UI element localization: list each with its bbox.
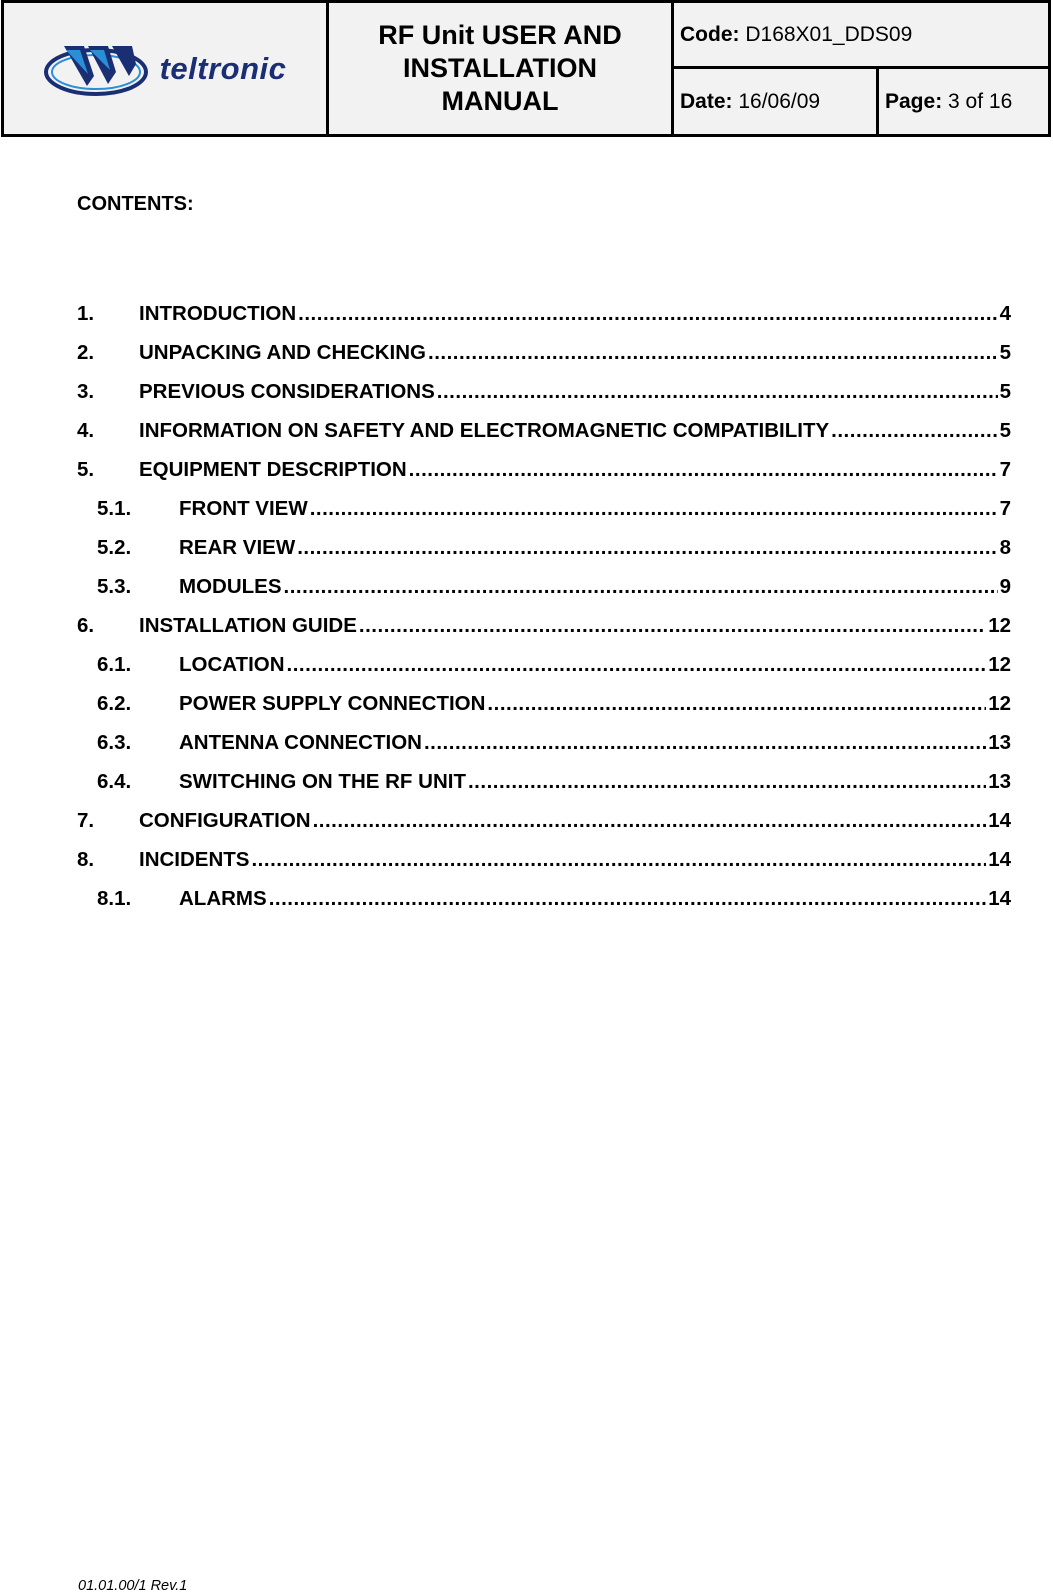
toc-leader-dots [297,536,997,560]
date-value: 16/06/09 [738,89,821,113]
toc-entry-title: LOCATION [179,653,285,676]
toc-entry[interactable] [77,536,1011,575]
toc-entry[interactable] [77,380,1011,419]
toc-entry[interactable] [77,848,1011,887]
toc-entry-page: 8 [999,536,1011,559]
code-value: D168X01_DDS09 [745,22,913,46]
logo-wordmark: teltronic [159,50,287,86]
toc-leader-dots [359,614,986,638]
date-label: Date: [680,89,733,113]
toc-leader-dots [487,692,986,716]
toc-entry[interactable] [77,887,1011,926]
toc-entry-number: 6.2. [97,692,132,715]
toc-entry-number: 4. [77,419,95,442]
toc-entry-number: 6.3. [97,731,132,754]
toc-entry-page: 14 [988,809,1011,832]
toc-entry-number: 5. [77,458,95,481]
toc-entry-page: 12 [988,614,1011,637]
toc-entry-title: ALARMS [179,887,267,910]
code-label: Code: [680,22,740,46]
toc-leader-dots [313,809,987,833]
toc-entry-page: 4 [999,302,1011,325]
document-title [328,2,673,136]
toc-entry-page: 5 [999,341,1011,364]
toc-entry-page: 12 [988,692,1011,715]
date-cell [673,68,878,136]
toc-leader-dots [468,770,986,794]
toc-entry[interactable] [77,809,1011,848]
toc-entry[interactable] [77,341,1011,380]
toc-entry-page: 9 [999,575,1011,598]
toc-entry-title: INTRODUCTION [139,302,297,325]
toc-entry-number: 5.3. [97,575,132,598]
footer-revision: 01.01.00/1 Rev.1 [78,1578,188,1594]
toc-entry-title: UNPACKING AND CHECKING [139,341,426,364]
page-cell [878,68,1050,136]
toc-entry-title: REAR VIEW [179,536,296,559]
toc-entry-title: INSTALLATION GUIDE [139,614,357,637]
toc-leader-dots [287,653,987,677]
company-logo [4,3,326,134]
toc-entry-number: 6.4. [97,770,132,793]
toc-entry-page: 14 [988,848,1011,871]
toc-entry-title: FRONT VIEW [179,497,308,520]
toc-leader-dots [424,731,986,755]
toc-entry-title: SWITCHING ON THE RF UNIT [179,770,466,793]
toc-leader-dots [310,497,998,521]
title-line-1: RF Unit USER AND [378,20,622,50]
toc-entry-number: 5.2. [97,536,132,559]
title-line-3: MANUAL [441,86,559,116]
toc-entry-number: 8. [77,848,95,871]
toc-entry[interactable] [77,497,1011,536]
toc-entry-page: 7 [999,458,1011,481]
toc-entry-number: 8.1. [97,887,132,910]
toc-entry[interactable] [77,614,1011,653]
toc-leader-dots [269,887,987,911]
page-value: 3 of 16 [948,89,1013,113]
toc-entry-page: 5 [999,380,1011,403]
toc-entry-title: CONFIGURATION [139,809,311,832]
toc-leader-dots [428,341,998,365]
toc-entry-number: 6. [77,614,95,637]
toc-entry-page: 14 [988,887,1011,910]
toc-entry[interactable] [77,770,1011,809]
toc-entry[interactable] [77,575,1011,614]
toc-leader-dots [298,302,997,326]
logo-cell [3,2,328,136]
toc-entry-title: ANTENNA CONNECTION [179,731,422,754]
title-line-2: INSTALLATION [403,53,597,83]
toc-entry-page: 5 [999,419,1011,442]
toc-entry[interactable] [77,653,1011,692]
toc-entry[interactable] [77,731,1011,770]
toc-entry-title: INFORMATION ON SAFETY AND ELECTROMAGNETIC COMPATIBILITY [139,419,830,442]
toc-entry[interactable] [77,302,1011,341]
toc-entry-title: POWER SUPPLY CONNECTION [179,692,486,715]
toc-entry-title: EQUIPMENT DESCRIPTION [139,458,407,481]
toc-entry-page: 13 [988,731,1011,754]
table-of-contents [77,302,1011,926]
toc-entry-page: 7 [999,497,1011,520]
toc-entry[interactable] [77,419,1011,458]
toc-entry-page: 12 [988,653,1011,676]
toc-entry-title: PREVIOUS CONSIDERATIONS [139,380,435,403]
toc-entry-page: 13 [988,770,1011,793]
toc-entry-number: 1. [77,302,95,325]
toc-entry[interactable] [77,692,1011,731]
toc-leader-dots [437,380,998,404]
page-label: Page: [885,89,943,113]
toc-entry-number: 3. [77,380,95,403]
code-cell [673,2,1050,68]
toc-entry-number: 6.1. [97,653,132,676]
toc-entry-title: MODULES [179,575,282,598]
toc-entry-number: 7. [77,809,95,832]
teltronic-logo-icon [44,38,152,100]
toc-leader-dots [251,848,986,872]
toc-leader-dots [284,575,998,599]
toc-entry-number: 5.1. [97,497,132,520]
toc-leader-dots [409,458,998,482]
contents-heading: CONTENTS: [77,193,194,215]
toc-entry-title: INCIDENTS [139,848,250,871]
toc-entry-number: 2. [77,341,95,364]
document-header [1,0,1051,137]
toc-leader-dots [831,419,997,443]
toc-entry[interactable] [77,458,1011,497]
